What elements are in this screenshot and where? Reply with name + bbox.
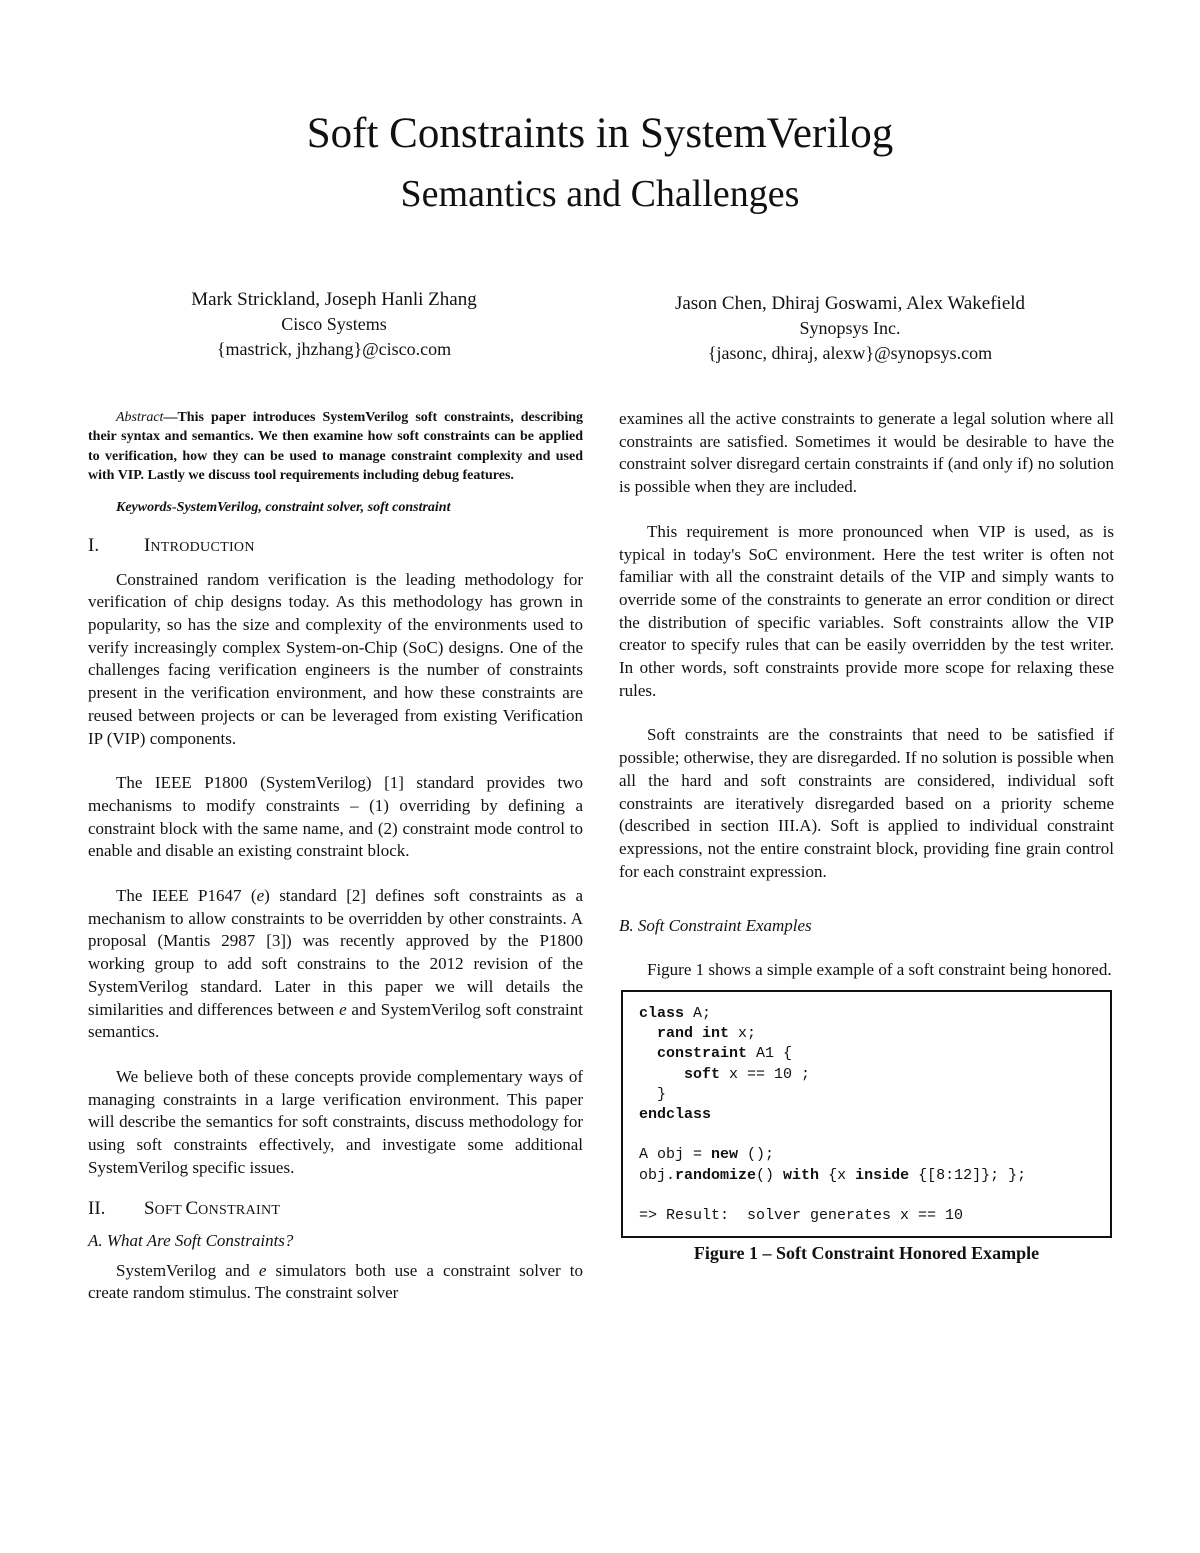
section-heading-rest: OFT xyxy=(154,1202,186,1218)
section-heading-initial: C xyxy=(185,1197,199,1219)
left-column xyxy=(88,408,583,1305)
text-run: simulators both use a constraint solver to create random stimulus. The constraint solver xyxy=(88,1260,583,1303)
section-heading-introduction xyxy=(88,534,583,560)
paragraph: Constrained random verification is the leading methodology for verification of chip designs today. As this methodology has grown in popularity, so has the size and complexity of the environments used to verify increasingly complex System-on-Chip (SoC) designs. One of the challenges facing verification engineers is the number of constraints present in the verification environment, and how these constraints are reused between projects or can be leveraged from existing Verification IP (VIP) components. xyxy=(88,569,583,748)
paragraph: Soft constraints are the constraints that need to be satisfied if possible; otherwise, they are disregarded. If no solution is possible when all the hard and soft constraints are considered, individual soft constraints are iteratively disregarded based on a priority scheme (described in section III.A). Soft is applied to individual constraint expressions, not the entire constraint block, providing fine grain control for each constraint expression. xyxy=(619,725,1114,881)
code-line xyxy=(639,1125,1094,1145)
author-email: {mastrick, jhzhang}@cisco.com xyxy=(216,339,452,359)
code-line: } xyxy=(657,1085,667,1103)
text-run: e xyxy=(339,999,347,1019)
code-line: rand int x; xyxy=(657,1025,757,1043)
paragraph: This requirement is more pronounced when VIP is used, as is typical in today's SoC environment. Here the test writer is often not familiar with all the constraint details of the VIP and simply wants to override some of the constraints to generate an error condition or direct the distribution of specific variables. Soft constraints allow the VIP creator to specify rules that can be easily overridden by the test writer. In other words, soft constraints provide more scope for relaxing these rules. xyxy=(619,521,1114,700)
paragraph xyxy=(88,885,583,1044)
code-line: => Result: solver generates x == 10 xyxy=(639,1206,964,1224)
abstract xyxy=(88,408,583,486)
section-heading-rest: ONSTRAINT xyxy=(198,1202,281,1218)
author-email: {jasonc, dhiraj, alexw}@synopsys.com xyxy=(707,343,993,363)
section-heading-rest: NTRODUCTION xyxy=(150,539,255,555)
text-run: e xyxy=(258,1260,267,1280)
author-names: Mark Strickland, Joseph Hanli Zhang xyxy=(191,289,477,310)
section-number: II. xyxy=(88,1197,106,1219)
paragraph xyxy=(88,1260,583,1305)
paper-title: Soft Constraints in SystemVerilog xyxy=(306,110,894,157)
text-run: The IEEE P1647 ( xyxy=(116,886,257,906)
section-number: I. xyxy=(88,534,100,556)
section-heading-initial: I xyxy=(144,534,151,556)
subsection-heading: A. What Are Soft Constraints? xyxy=(88,1230,294,1250)
abstract-text: —This paper introduces SystemVerilog soft constraints, describing their syntax and semantics. We then examine how soft constraints can be applied to verification, how they can be used to manage constraint complexity and used with VIP. Lastly we discuss tool requirements including debug features. xyxy=(88,410,583,484)
paragraph: examines all the active constraints to generate a legal solution where all constraints are satisfied. Sometimes it would be desirable to have the constraint solver disregard certain constraints if (and only if) no solution is possible when they are included. xyxy=(619,409,1114,497)
subsection-heading: B. Soft Constraint Examples xyxy=(619,916,812,936)
paragraph: The IEEE P1800 (SystemVerilog) [1] standard provides two mechanisms to modify constraints – (1) overriding by defining a constraint block with the same name, and (2) constraint mode control to enable and disable an existing constraint block. xyxy=(88,773,583,861)
text-run: e xyxy=(256,886,265,906)
code-line: obj.randomize() with {x inside {[8:12]}; }; xyxy=(639,1166,1027,1184)
code-listing xyxy=(621,990,1112,1238)
text-run: SystemVerilog and xyxy=(116,1260,259,1280)
figure-caption: Figure 1 – Soft Constraint Honored Example xyxy=(693,1243,1040,1264)
code-line xyxy=(639,1186,1094,1206)
paper-subtitle: Semantics and Challenges xyxy=(400,173,800,215)
code-line: constraint A1 { xyxy=(657,1045,793,1063)
paragraph: Figure 1 shows a simple example of a soft constraint being honored. xyxy=(647,960,1112,980)
author-names: Jason Chen, Dhiraj Goswami, Alex Wakefield xyxy=(674,293,1026,314)
section-heading-initial: S xyxy=(144,1197,155,1219)
abstract-lead: Abstract xyxy=(116,410,164,425)
author-block-left xyxy=(86,287,582,362)
code-line: A obj = new (); xyxy=(639,1146,775,1164)
paragraph: We believe both of these concepts provide complementary ways of managing constraints in a large verification environment. This paper will describe the semantics for soft constraints, discuss methodology for using soft constraints effectively, and investigate some additional SystemVerilog specific issues. xyxy=(88,1066,583,1177)
text-run: ) standard [2] defines soft constraints as a mechanism to allow constraints to be overridden by other constraints. A proposal (Mantis 2987 [3]) was recently approved by the P1800 working group to add soft constrains to the 2012 revision of the SystemVerilog standard. Later in this paper we will details the similarities and differences between xyxy=(88,886,583,1019)
right-column xyxy=(619,408,1114,1264)
author-affiliation: Synopsys Inc. xyxy=(799,318,901,338)
keywords: Keywords-SystemVerilog, constraint solver, soft constraint xyxy=(116,499,451,515)
author-block-right xyxy=(600,291,1100,366)
code-line: class A; xyxy=(639,1005,712,1023)
text-run: and SystemVerilog soft constraint semantics. xyxy=(88,999,583,1042)
section-heading-soft-constraint xyxy=(88,1197,583,1223)
author-affiliation: Cisco Systems xyxy=(281,314,387,334)
code-line: soft x == 10 ; xyxy=(684,1065,811,1083)
code-line: endclass xyxy=(639,1106,712,1123)
